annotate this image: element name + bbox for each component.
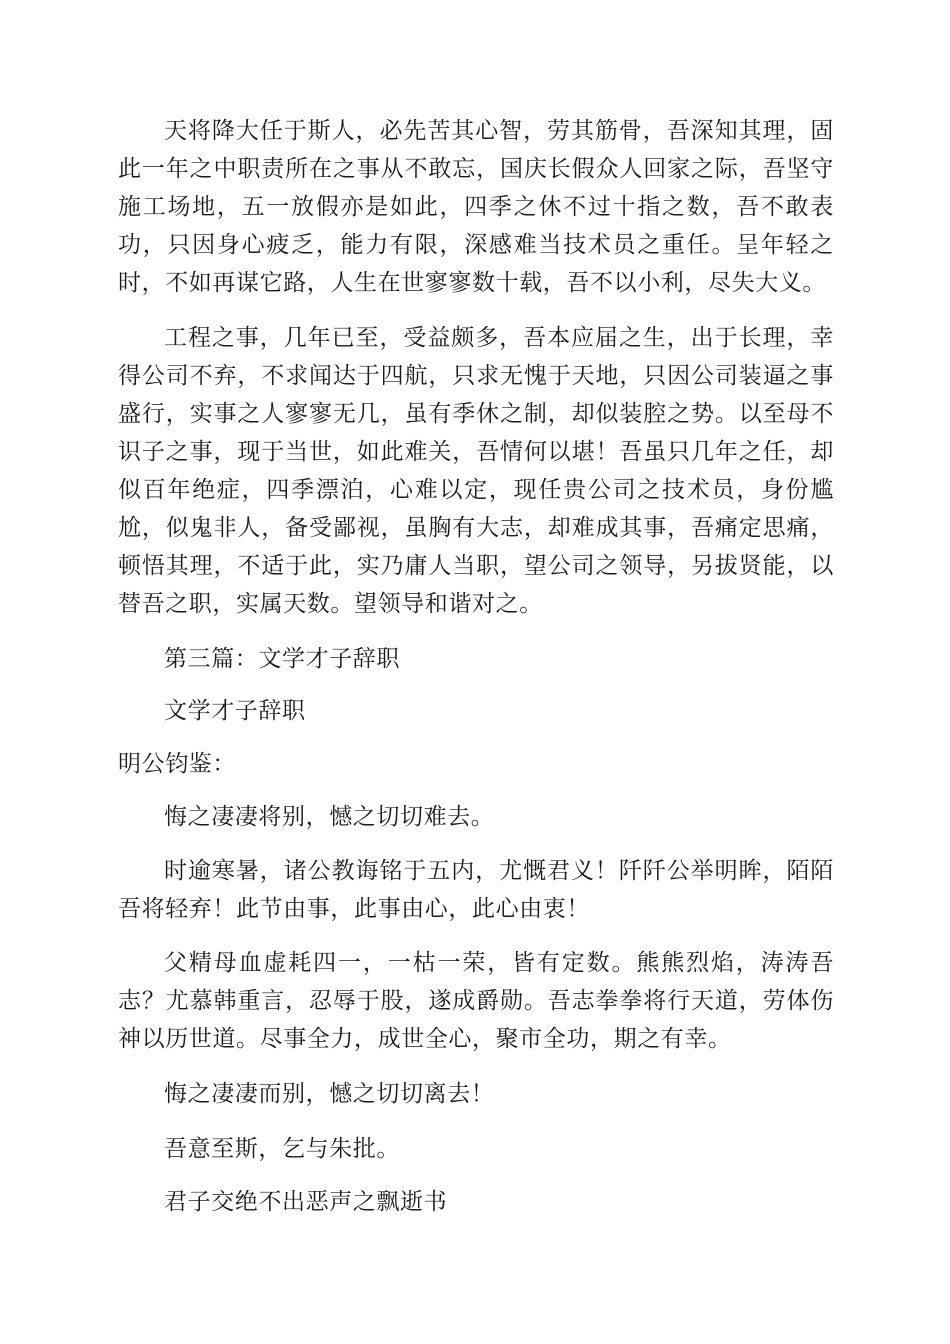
paragraph-ambition: 父精母血虚耗四一，一枯一荣，皆有定数。熊熊烈焰，涛涛吾志？尤慕韩重言，忍辱于股，遂成爵勋。吾志拳拳将行天道，劳体伤神以历世道。尽事全力，成世全心，聚市全功，期之有幸。 xyxy=(118,950,834,1052)
next-letter-title: 君子交绝不出恶声之飘逝书 xyxy=(164,1189,448,1215)
salutation: 明公钧鉴： xyxy=(118,751,236,777)
paragraph-engineering-work: 工程之事，几年已至，受益颇多，吾本应届之生，出于长理，幸得公司不弃，不求闻达于四航，只求无愧于天地，只因公司装逼之事盛行，实事之人寥寥无几，虽有季休之制，却似装腔之势。以至母不识子之事，现于当世，如此难关，吾情何以堪！吾虽只几年之任，却似百年绝症，四季漂泊，心难以定，现任贵公司之技术员，身份尴尬，似鬼非人，备受鄙视，虽胸有大志，却难成其事，吾痛定思痛，顿悟其理，不适于此，实乃庸人当职，望公司之领导，另拔贤能，以替吾之职，实属天数。望领导和谐对之。 xyxy=(118,325,834,617)
letter-title: 文学才子辞职 xyxy=(164,698,306,724)
paragraph-resignation-reason: 天将降大任于斯人，必先苦其心智，劳其筋骨，吾深知其理，固此一年之中职责所在之事从不敢忘，国庆长假众人回家之际，吾坚守施工场地，五一放假亦是如此，四季之休不过十指之数，吾不敢表功，只因身心疲乏，能力有限，深感难当技术员之重任。呈年轻之时，不如再谋它路，人生在世寥寥数十载，吾不以小利，尽失大义。 xyxy=(118,118,834,296)
paragraph-farewell-opening: 悔之凄凄将别，憾之切切难去。 xyxy=(164,804,495,830)
paragraph-gratitude: 时逾寒暑，诸公教诲铭于五内，尤慨君义！阡阡公举明眸，陌陌吾将轻弃！此节由事，此事由心，此心由衷！ xyxy=(118,858,834,922)
paragraph-farewell-closing: 悔之凄凄而别，憾之切切离去！ xyxy=(164,1081,495,1107)
section-heading: 第三篇：文学才子辞职 xyxy=(164,646,400,672)
paragraph-request: 吾意至斯，乞与朱批。 xyxy=(164,1136,400,1162)
